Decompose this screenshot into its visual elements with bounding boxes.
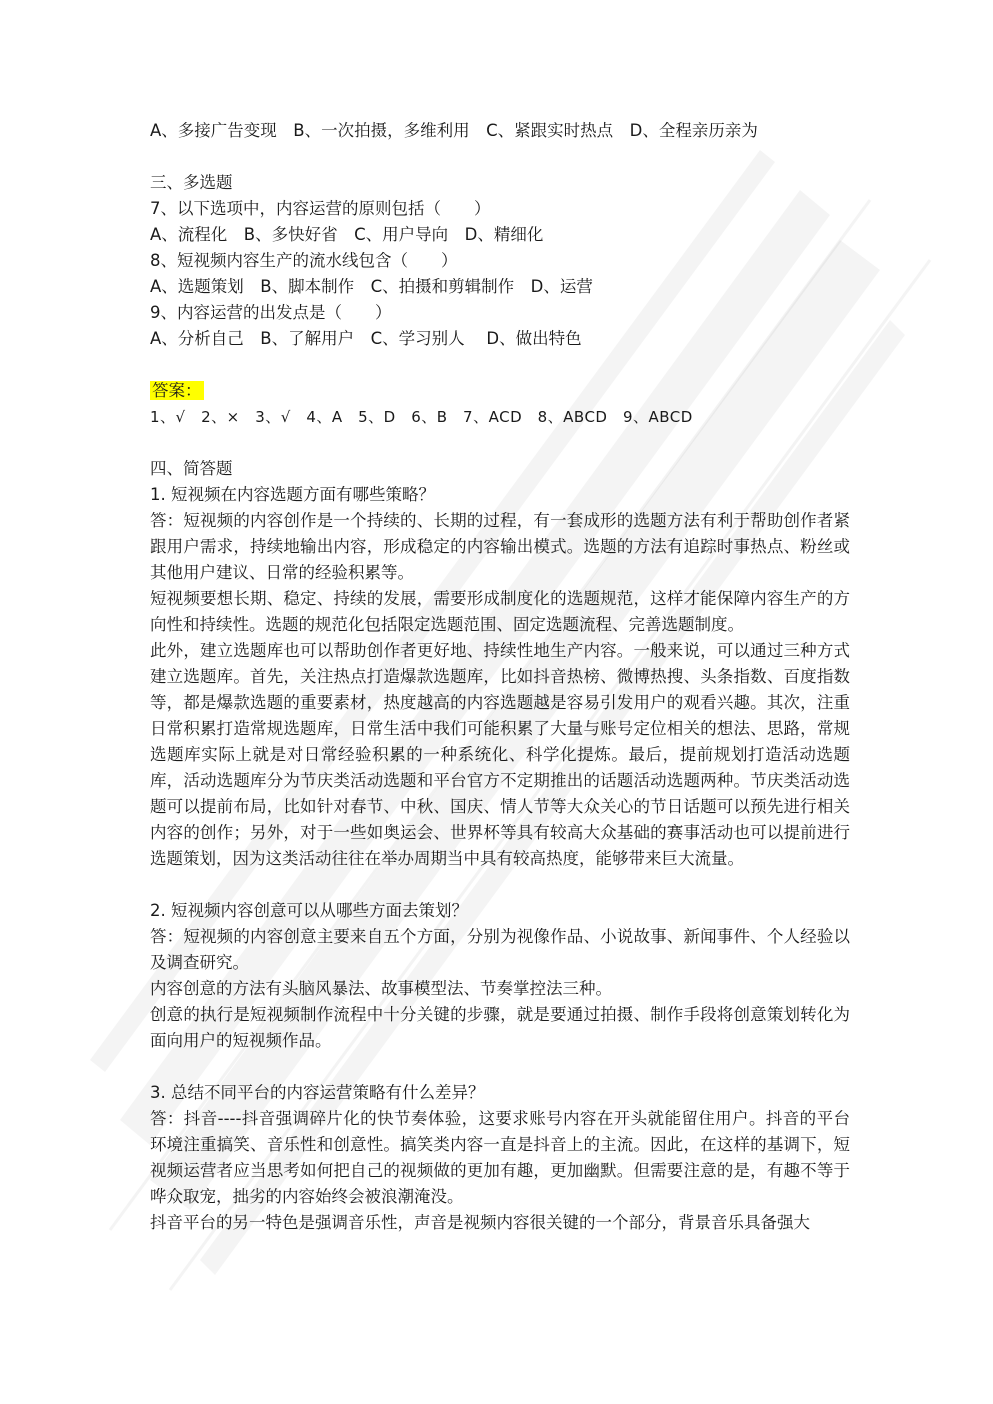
spacer: [150, 430, 850, 456]
spacer: [150, 144, 850, 170]
short-q3-paragraph: 抖音平台的另一特色是强调音乐性，声音是视频内容很关键的一个部分，背景音乐具备强大: [150, 1213, 810, 1232]
q8-options: A、选题策划 B、脚本制作 C、拍摄和剪辑制作 D、运营: [150, 277, 593, 296]
short-q1-paragraph: 答：短视频的内容创作是一个持续的、长期的过程，有一套成形的选题方法有利于帮助创作者紧跟用户需求，持续地输出内容，形成稳定的内容输出模式。选题的方法有追踪时事热点、粉丝或其他用户建议、日常的经验积累等。: [150, 511, 850, 582]
answers-list: 1、√ 2、× 3、√ 4、A 5、D 6、B 7、ACD 8、ABCD 9、ABCD: [150, 408, 693, 426]
short-q2-paragraph: 内容创意的方法有头脑风暴法、故事模型法、节奏掌控法三种。: [150, 979, 612, 998]
document-page: [150, 118, 850, 1236]
q9-options: A、分析自己 B、了解用户 C、学习别人 D、做出特色: [150, 329, 582, 348]
short-q2-paragraph: 答：短视频的内容创意主要来自五个方面，分别为视像作品、小说故事、新闻事件、个人经验以及调查研究。: [150, 927, 850, 972]
short-q2-question: 2. 短视频内容创意可以从哪些方面去策划？: [150, 901, 468, 920]
short-q3-paragraph: 答：抖音----抖音强调碎片化的快节奏体验，这要求账号内容在开头就能留住用户。抖音的平台环境注重搞笑、音乐性和创意性。搞笑类内容一直是抖音上的主流。因此，在这样的基调下，短视频运营者应当思考如何把自己的视频做的更加有趣，更加幽默。但需要注意的是，有趣不等于哗众取宠，拙劣的内容始终会被浪潮淹没。: [150, 1109, 850, 1206]
q8-question: 8、短视频内容生产的流水线包含（ ）: [150, 251, 458, 270]
short-q1-paragraph: 短视频要想长期、稳定、持续的发展，需要形成制度化的选题规范，这样才能保障内容生产的方向性和持续性。选题的规范化包括限定选题范围、固定选题流程、完善选题制度。: [150, 589, 850, 634]
short-q2-paragraph: 创意的执行是短视频制作流程中十分关键的步骤，就是要通过拍摄、制作手段将创意策划转化为面向用户的短视频作品。: [150, 1005, 850, 1050]
q6-options: A、多接广告变现 B、一次拍摄，多维利用 C、紧跟实时热点 D、全程亲历亲为: [150, 121, 758, 140]
short-q1-paragraph: 此外，建立选题库也可以帮助创作者更好地、持续性地生产内容。一般来说，可以通过三种方式建立选题库。首先，关注热点打造爆款选题库，比如抖音热榜、微博热搜、头条指数、百度指数等，都是爆款选题的重要素材，热度越高的内容选题越是容易引发用户的观看兴趣。其次，注重日常积累打造常规选题库，日常生活中我们可能积累了大量与账号定位相关的想法、思路，常规选题库实际上就是对日常经验积累的一种系统化、科学化提炼。最后，提前规划打造活动选题库，活动选题库分为节庆类活动选题和平台官方不定期推出的话题活动选题两种。节庆类活动选题可以提前布局，比如针对春节、中秋、国庆、情人节等大众关心的节日话题可以预先进行相关内容的创作；另外，对于一些如奥运会、世界杯等具有较高大众基础的赛事活动也可以提前进行选题策划，因为这类活动往往在举办周期当中具有较高热度，能够带来巨大流量。: [150, 641, 850, 868]
section-multi-choice-title: 三、多选题: [150, 173, 233, 192]
q7-question: 7、以下选项中，内容运营的原则包括（ ）: [150, 199, 491, 218]
short-q3-question: 3. 总结不同平台的内容运营策略有什么差异？: [150, 1083, 485, 1102]
q9-question: 9、内容运营的出发点是（ ）: [150, 303, 392, 322]
spacer: [150, 352, 850, 378]
spacer: [150, 1054, 850, 1080]
answers-label: 答案：: [152, 381, 202, 400]
spacer: [150, 872, 850, 898]
answers-heading: [150, 378, 850, 404]
short-q1-question: 1. 短视频在内容选题方面有哪些策略？: [150, 485, 435, 504]
section-short-answer-title: 四、简答题: [150, 459, 233, 478]
q7-options: A、流程化 B、多快好省 C、用户导向 D、精细化: [150, 225, 544, 244]
